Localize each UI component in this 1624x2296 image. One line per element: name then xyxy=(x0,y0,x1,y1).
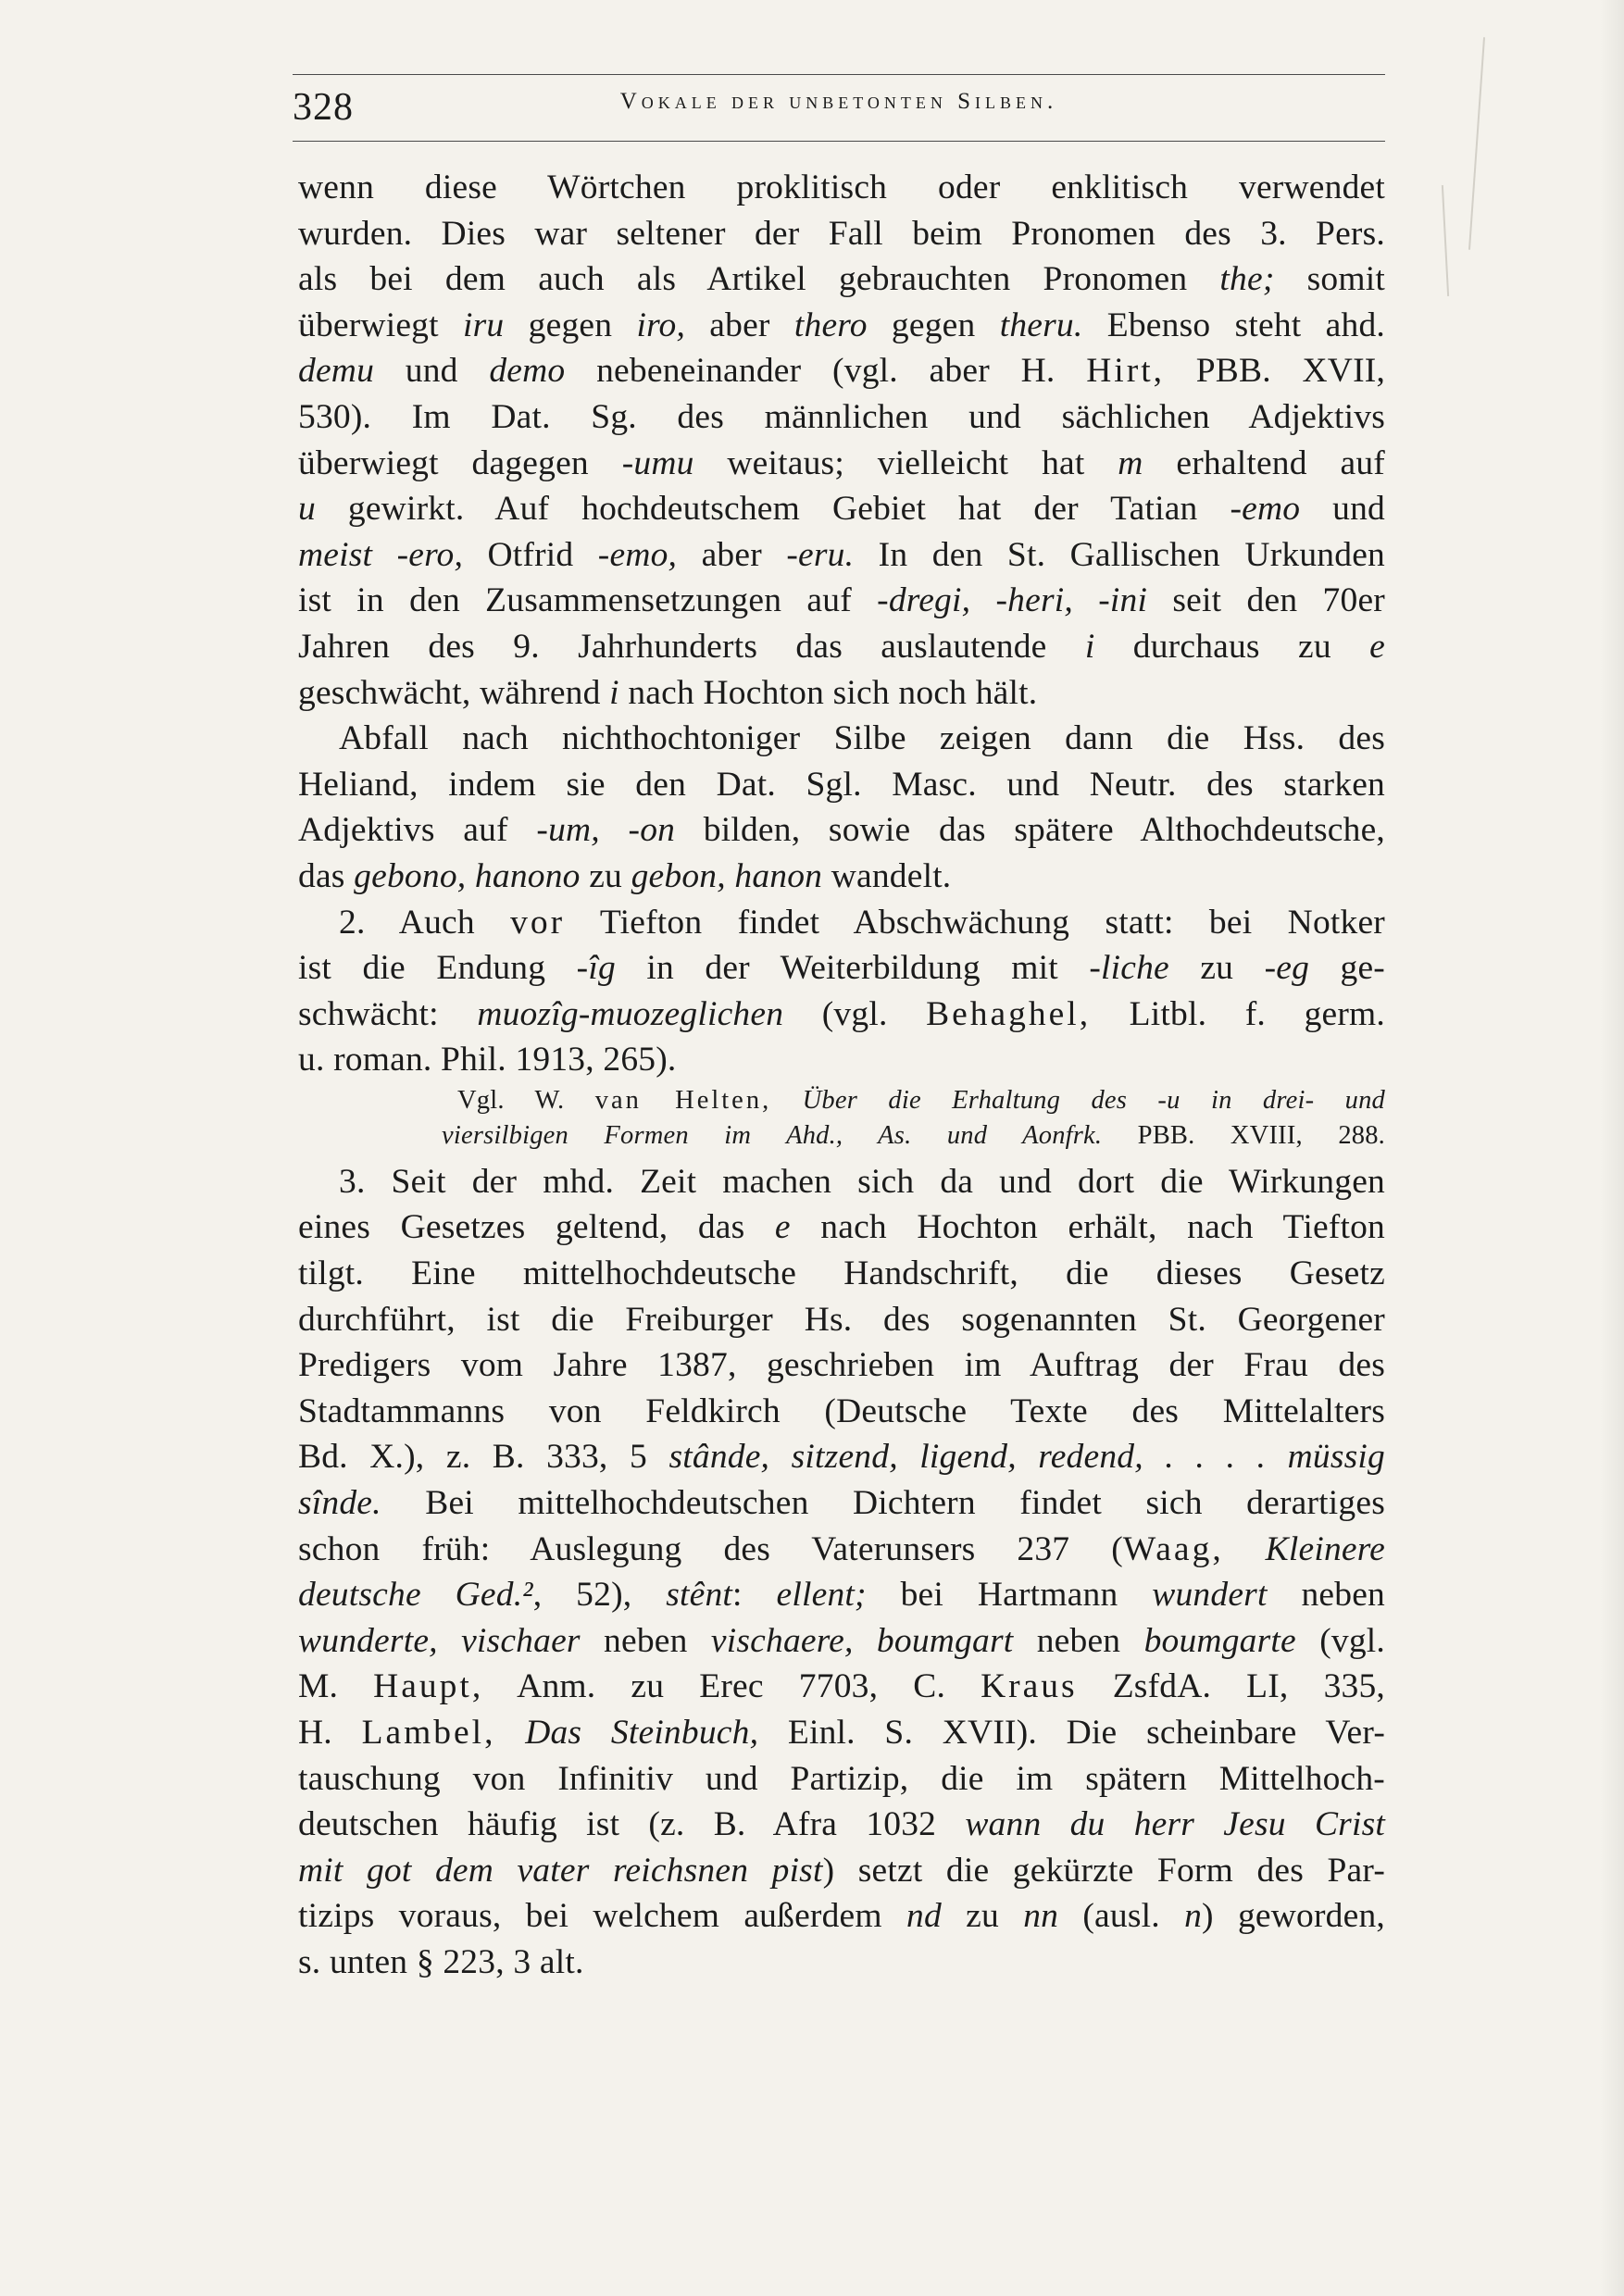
text-run: weitaus; vielleicht hat xyxy=(693,443,1118,482)
text-run: überwiegt xyxy=(298,306,464,344)
text-line xyxy=(298,1893,1385,1940)
text-run: neben xyxy=(580,1621,711,1660)
italic-run: -um, -on xyxy=(536,811,676,850)
text-run: geschwächt, während xyxy=(298,673,610,712)
text-run: Adjektivs auf xyxy=(298,811,537,850)
text-run: durchaus zu xyxy=(1094,627,1370,666)
body-text xyxy=(298,165,1385,1986)
italic-run: nn xyxy=(1023,1897,1059,1936)
text-run: ist in den Zusammensetzungen auf xyxy=(298,581,878,620)
text-run: bei Hartmann xyxy=(866,1576,1153,1615)
text-line xyxy=(298,532,1385,579)
text-run: wurden. Dies war seltener der Fall beim Pronomen des 3. Pers. xyxy=(298,214,1385,253)
text-run: somit xyxy=(1274,260,1385,299)
italic-run: e xyxy=(774,1208,791,1247)
text-run: u. roman. Phil. 1913, 265). xyxy=(298,1041,677,1079)
text-run: Bd. X.), z. B. 333, 5 xyxy=(298,1438,669,1477)
italic-run: nd xyxy=(906,1897,942,1936)
text-line xyxy=(298,1848,1385,1894)
text-line xyxy=(298,486,1385,532)
text-run: gewirkt. Auf hochdeutschem Gebiet hat der Tatian xyxy=(315,490,1230,529)
italic-run: sînde. xyxy=(298,1484,381,1523)
italic-run: e xyxy=(1369,627,1385,666)
page-edge-shadow xyxy=(1600,0,1624,2296)
text-run: In den St. Gallischen Urkunden xyxy=(854,535,1385,574)
footnote-line xyxy=(298,1083,1385,1118)
text-run: wenn diese Wörtchen proklitisch oder enklitisch verwendet xyxy=(298,168,1385,206)
text-run: tizips voraus, bei welchem außerdem xyxy=(298,1897,907,1936)
italic-run: boumgarte xyxy=(1143,1621,1296,1660)
text-line xyxy=(298,211,1385,257)
text-run xyxy=(1224,1530,1266,1568)
text-run: 2. Auch xyxy=(339,903,511,942)
italic-run: iru xyxy=(463,306,505,344)
text-run: M. xyxy=(298,1667,374,1706)
text-run: ) geworden, xyxy=(1202,1897,1385,1936)
italic-run: -dregi, -heri, -ini xyxy=(877,581,1148,620)
scan-mark xyxy=(1442,185,1449,296)
italic-run: u xyxy=(298,490,316,529)
text-run: erhaltend auf xyxy=(1143,443,1385,482)
italic-run: n xyxy=(1184,1897,1203,1936)
text-line xyxy=(298,303,1385,349)
paragraph xyxy=(298,165,1385,716)
text-line xyxy=(298,441,1385,487)
text-run: 3. Seit der mhd. Zeit machen sich da und dort die Wirkungen xyxy=(339,1162,1385,1201)
text-line xyxy=(298,578,1385,624)
text-run: überwiegt dagegen xyxy=(298,443,622,482)
text-run: : xyxy=(732,1576,777,1615)
text-run: nach Hochton sich noch hält. xyxy=(618,673,1038,712)
italic-run: -îg xyxy=(576,949,616,988)
italic-run: -liche xyxy=(1089,949,1169,988)
text-run: das xyxy=(298,856,355,895)
text-run: neben xyxy=(1267,1576,1385,1615)
italic-run: i xyxy=(609,673,619,712)
text-run: Litbl. f. germ. xyxy=(1091,994,1385,1033)
text-run: durchführt, ist die Freiburger Hs. des sogenannten St. Georgener xyxy=(298,1300,1385,1339)
text-run: gegen xyxy=(867,306,1000,344)
italic-run: meist -ero, xyxy=(298,535,464,574)
text-line xyxy=(298,1342,1385,1389)
text-run: tilgt. Eine mittelhochdeutsche Handschrift, die dieses Gesetz xyxy=(298,1254,1385,1293)
text-line xyxy=(298,1756,1385,1803)
italic-run: Das Steinbuch, xyxy=(525,1714,759,1752)
header-rule-bottom xyxy=(293,141,1385,142)
text-line xyxy=(298,992,1385,1038)
text-run: ZsfdA. LI, 335, xyxy=(1077,1667,1385,1706)
italic-run: wundert xyxy=(1152,1576,1268,1615)
text-run: und xyxy=(374,352,490,391)
text-line xyxy=(298,945,1385,992)
italic-run: mit got dem vater reichsnen pist xyxy=(298,1851,823,1890)
text-line xyxy=(298,1297,1385,1343)
text-line xyxy=(298,1802,1385,1848)
text-run: und xyxy=(1300,490,1385,529)
text-run: gegen xyxy=(504,306,637,344)
text-run: PBB. XVIII, 288. xyxy=(1102,1120,1385,1150)
italic-run: wann du herr Jesu Crist xyxy=(965,1805,1385,1844)
italic-run: the; xyxy=(1219,260,1275,299)
text-line xyxy=(298,1434,1385,1480)
text-line xyxy=(298,1527,1385,1573)
italic-run: -umu xyxy=(621,443,694,482)
italic-run: viersilbigen Formen im Ahd., As. und Aonfrk. xyxy=(442,1120,1103,1150)
text-run: Heliand, indem sie den Dat. Sgl. Masc. und Neutr. des starken xyxy=(298,765,1385,804)
text-run: Vgl. W. xyxy=(457,1085,595,1115)
italic-run: deutsche Ged.² xyxy=(298,1576,533,1615)
italic-run: stânde, sitzend, ligend, redend, . . . . müssig xyxy=(668,1438,1385,1477)
italic-run: demo xyxy=(489,352,566,391)
text-run xyxy=(495,1714,525,1752)
text-line xyxy=(298,394,1385,441)
text-run: seit den 70er xyxy=(1147,581,1385,620)
text-run: zu xyxy=(941,1897,1024,1936)
text-run xyxy=(771,1086,802,1115)
text-line xyxy=(298,348,1385,394)
paragraph xyxy=(298,900,1385,1083)
text-run: als bei dem auch als Artikel gebrauchten Pronomen xyxy=(298,260,1220,299)
text-line xyxy=(298,165,1385,211)
text-run: ge- xyxy=(1309,949,1385,988)
text-line xyxy=(298,1572,1385,1618)
text-run: zu xyxy=(580,856,631,895)
text-line xyxy=(298,1618,1385,1665)
text-run: 530). Im Dat. Sg. des männlichen und sächlichen Adjektivs xyxy=(298,397,1385,436)
text-run: tauschung von Infinitiv und Partizip, die im spätern Mittelhoch- xyxy=(298,1759,1385,1798)
italic-run: i xyxy=(1084,627,1095,666)
text-run: Bei mittelhochdeutschen Dichtern findet sich derartiges xyxy=(381,1484,1385,1523)
spaced-name: Lambel, xyxy=(361,1714,496,1752)
text-line xyxy=(298,854,1385,900)
header-rule-top xyxy=(293,74,1385,75)
spaced-name: Kraus xyxy=(981,1667,1078,1706)
spaced-name: Behaghel, xyxy=(926,994,1092,1033)
text-line xyxy=(298,807,1385,854)
text-run: schon früh: Auslegung des Vaterunsers 237 ( xyxy=(298,1529,1123,1568)
italic-run: m xyxy=(1118,443,1143,482)
text-run: H. xyxy=(298,1714,362,1752)
text-run: Jahren des 9. Jahrhunderts das auslautende xyxy=(298,627,1085,666)
text-line xyxy=(298,1204,1385,1251)
text-run: Otfrid xyxy=(463,535,598,574)
spaced-name: vor xyxy=(510,903,566,942)
footnote xyxy=(298,1083,1385,1154)
text-line xyxy=(298,762,1385,808)
footnote-line xyxy=(298,1118,1385,1154)
text-line xyxy=(298,624,1385,670)
text-run: Tiefton findet Abschwächung statt: bei Notker xyxy=(565,903,1385,942)
text-run: ist die Endung xyxy=(298,949,577,988)
text-line xyxy=(298,670,1385,717)
text-line xyxy=(298,1710,1385,1756)
text-run: wandelt. xyxy=(822,856,952,895)
text-line xyxy=(298,1159,1385,1205)
text-line xyxy=(298,1480,1385,1527)
text-run: Ebenso steht ahd. xyxy=(1082,306,1385,344)
scan-mark xyxy=(1468,37,1485,250)
text-line xyxy=(298,1389,1385,1435)
text-line xyxy=(298,1037,1385,1083)
running-title: Vokale der unbetonten Silben. xyxy=(619,89,1058,114)
text-run: nach Hochton erhält, nach Tiefton xyxy=(790,1208,1386,1247)
page-number: 328 xyxy=(293,86,354,129)
text-run: Abfall nach nichthochtoniger Silbe zeigen dann die Hss. des xyxy=(339,719,1385,758)
text-run: deutschen häufig ist (z. B. Afra 1032 xyxy=(298,1805,966,1844)
text-line xyxy=(298,1251,1385,1297)
italic-run: -eg xyxy=(1264,949,1310,988)
italic-run: gebon, hanon xyxy=(631,856,823,895)
italic-run: ellent; xyxy=(776,1576,867,1615)
italic-run: Kleinere xyxy=(1265,1529,1385,1568)
italic-run: gebono, hanono xyxy=(354,856,581,895)
text-run: eines Gesetzes geltend, das xyxy=(298,1208,775,1247)
text-run: Predigers vom Jahre 1387, geschrieben im Auftrag der Frau des xyxy=(298,1346,1385,1385)
paragraph xyxy=(298,716,1385,899)
spaced-name: Waag, xyxy=(1122,1529,1224,1568)
italic-run: demu xyxy=(298,352,375,391)
italic-run: -eru. xyxy=(786,535,855,574)
italic-run: Über die Erhaltung des -u in drei- und xyxy=(802,1085,1386,1115)
italic-run: thero xyxy=(793,306,868,344)
spaced-name: van Helten, xyxy=(594,1085,772,1115)
text-line xyxy=(298,1664,1385,1710)
text-run: neben xyxy=(1013,1621,1144,1660)
text-run: (vgl. xyxy=(1295,1621,1385,1660)
text-line xyxy=(298,716,1385,762)
text-line xyxy=(298,900,1385,946)
italic-run: muozîg-muozeglichen xyxy=(477,994,784,1033)
italic-run: vischaere, boumgart xyxy=(710,1621,1014,1660)
italic-run: iro, xyxy=(636,306,686,344)
text-run: PBB. XVII, xyxy=(1165,352,1386,391)
spaced-name: Haupt, xyxy=(373,1667,484,1706)
italic-run: -emo xyxy=(1230,490,1301,529)
text-run: (ausl. xyxy=(1058,1897,1185,1936)
text-line xyxy=(298,1940,1385,1986)
text-run: Anm. zu Erec 7703, C. xyxy=(483,1667,981,1706)
text-run: aber xyxy=(685,306,794,344)
text-run: schwächt: xyxy=(298,994,478,1033)
text-run: in der Weiterbildung mit xyxy=(615,949,1090,988)
text-run: bilden, sowie das spätere Althochdeutsche, xyxy=(675,811,1385,850)
text-run: Stadtammanns von Feldkirch (Deutsche Texte des Mittelalters xyxy=(298,1391,1385,1430)
text-run: , 52), xyxy=(532,1576,667,1615)
italic-run: stênt xyxy=(666,1576,733,1615)
text-run: aber xyxy=(677,535,787,574)
text-run: ) setzt die gekürzte Form des Par- xyxy=(822,1851,1386,1890)
spaced-name: Hirt, xyxy=(1086,352,1165,391)
italic-run: wunderte, vischaer xyxy=(298,1621,581,1660)
text-run: s. unten § 223, 3 alt. xyxy=(298,1942,584,1981)
paragraph xyxy=(298,1159,1385,1986)
text-line xyxy=(298,256,1385,303)
text-run: (vgl. xyxy=(783,994,927,1033)
italic-run: -emo, xyxy=(597,535,678,574)
italic-run: theru. xyxy=(999,306,1083,344)
text-run: Einl. S. XVII). Die scheinbare Ver- xyxy=(758,1714,1386,1752)
text-run: zu xyxy=(1168,949,1265,988)
text-run: nebeneinander (vgl. aber H. xyxy=(565,352,1087,391)
